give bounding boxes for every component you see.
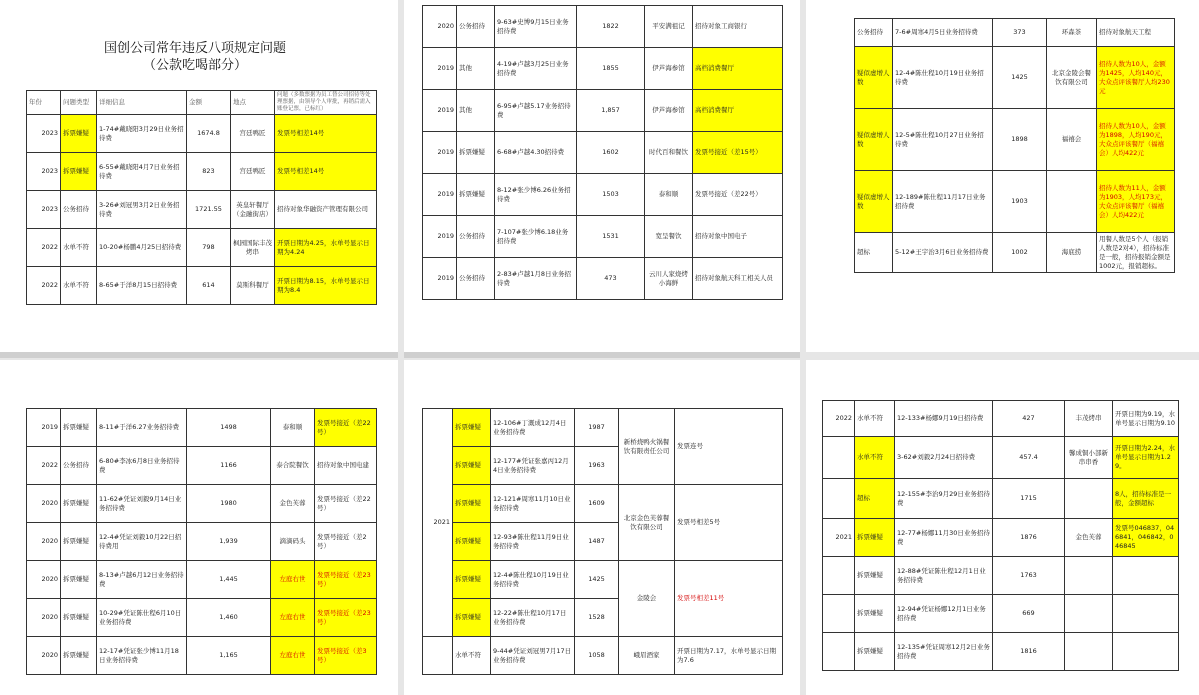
type-cell: 拆票嫌疑	[453, 561, 491, 599]
issue-cell: 8人，招待标准是一般，金额超标	[1113, 479, 1179, 519]
issue-cell: 发票号相差14号	[275, 153, 377, 191]
amount-cell: 1058	[575, 637, 619, 675]
issue-cell: 招待对象航天科工相关人员	[693, 258, 783, 300]
year-cell: 2022	[27, 229, 61, 267]
issue-cell: 高档消费餐厅	[693, 90, 783, 132]
year-cell: 2021	[423, 409, 453, 637]
issue-cell: 开票日期为8.15，水单号显示日期为8.4	[275, 267, 377, 305]
amount-cell: 457.4	[993, 437, 1065, 479]
amount-cell: 1531	[577, 216, 645, 258]
place-cell: 泰合院餐饮	[271, 447, 315, 485]
table-row	[823, 519, 1179, 557]
type-cell: 公务招待	[457, 6, 495, 48]
place-cell: 北京金色芙蓉餐饮有限公司	[619, 485, 675, 561]
amount-cell: 1,165	[187, 637, 271, 675]
issue-cell: 发票号接近（差22号）	[315, 409, 377, 447]
table-row	[823, 633, 1179, 671]
year-cell: 2020	[27, 599, 61, 637]
year-cell: 2020	[27, 561, 61, 599]
table-row	[423, 258, 783, 300]
detail-cell: 12-135#凭证周寒12月2日业务招待费	[895, 633, 993, 671]
document-page-2	[404, 0, 800, 352]
place-cell: 金色芙蓉	[1065, 519, 1113, 557]
table-row	[27, 447, 377, 485]
detail-cell: 7-107#张少博6.18业务招待费	[495, 216, 577, 258]
type-cell: 其他	[457, 48, 495, 90]
place-cell: 福禧会	[1047, 109, 1097, 171]
amount-cell: 823	[187, 153, 231, 191]
amount-cell: 1816	[993, 633, 1065, 671]
detail-cell: 9-44#凭证刘冠男7月17日业务招待费	[491, 637, 575, 675]
detail-cell: 12-155#李治9月29日业务招待费	[895, 479, 993, 519]
title-line-2: （公款吃喝部分）	[142, 58, 247, 73]
detail-cell: 12-22#陈仕程10月17日业务招待费	[491, 599, 575, 637]
type-cell: 拆票嫌疑	[61, 485, 97, 523]
place-cell: 滴滴码头	[271, 523, 315, 561]
table-row	[27, 153, 377, 191]
detail-cell: 4-19#卢越3月25日业务招待费	[495, 48, 577, 90]
detail-cell: 5-12#王宇治3月6日业务招待费	[893, 233, 993, 273]
detail-cell: 12-106#丁溉成12月4日业务招待费	[491, 409, 575, 447]
table-row	[423, 48, 783, 90]
detail-cell: 3-26#刘冠男3月2日业务招待费	[97, 191, 187, 229]
header-place: 地点	[231, 91, 275, 115]
table-row	[823, 437, 1179, 479]
detail-cell: 3-62#刘毅2月24日招待费	[895, 437, 993, 479]
place-cell: 英皇轩餐厅（金融街店）	[231, 191, 275, 229]
detail-cell: 12-133#杨娜9月19日招待费	[895, 401, 993, 437]
divider	[0, 352, 398, 358]
header-issue: 问题（多数票据为员工替公司招待等处理票据，由领导个人审批，再销后需入账登记票，已标红）	[275, 91, 377, 115]
table-row	[423, 216, 783, 258]
amount-cell: 1498	[187, 409, 271, 447]
amount-cell: 427	[993, 401, 1065, 437]
detail-cell: 9-63#史博9月15日业务招待费	[495, 6, 577, 48]
table-row	[27, 115, 377, 153]
header-type: 问题类型	[61, 91, 97, 115]
year-cell: 2020	[27, 485, 61, 523]
amount-cell: 473	[577, 258, 645, 300]
type-cell: 拆票嫌疑	[457, 132, 495, 174]
amount-cell: 669	[993, 595, 1065, 633]
year-cell: 2023	[27, 153, 61, 191]
place-cell	[1065, 595, 1113, 633]
type-cell: 水单不符	[855, 437, 895, 479]
year-cell	[823, 437, 855, 479]
issue-cell: 发票号相差5号	[675, 485, 783, 561]
year-cell: 2020	[423, 6, 457, 48]
table-row	[27, 409, 377, 447]
year-cell	[823, 557, 855, 595]
table-row	[855, 171, 1175, 233]
amount-cell: 1980	[187, 485, 271, 523]
type-cell: 拆票嫌疑	[453, 523, 491, 561]
amount-cell: 1876	[993, 519, 1065, 557]
type-cell: 公务招待	[61, 447, 97, 485]
year-cell: 2019	[423, 132, 457, 174]
issue-cell: 发票号接近（差2号）	[315, 523, 377, 561]
table-row	[823, 479, 1179, 519]
detail-cell: 12-94#凭证杨娜12月1日业务招待费	[895, 595, 993, 633]
table-row	[423, 174, 783, 216]
amount-cell: 373	[993, 19, 1047, 47]
issue-cell: 发票号046837，046841，046842，046845	[1113, 519, 1179, 557]
type-cell: 拆票嫌疑	[61, 637, 97, 675]
type-cell: 水单不符	[855, 401, 895, 437]
issue-cell: 招待对象中国电建	[315, 447, 377, 485]
issue-cell: 开票日期为2.24，水单号显示日期为1.29。	[1113, 437, 1179, 479]
issue-cell: 发票号接近（差22号）	[315, 485, 377, 523]
table-row	[823, 557, 1179, 595]
year-cell: 2020	[27, 637, 61, 675]
place-cell: 金陵会	[619, 561, 675, 637]
issue-cell: 开票日期为7.17，水单号显示日期为7.6	[675, 637, 783, 675]
table-header-row	[27, 91, 377, 115]
table-row	[27, 637, 377, 675]
type-cell: 疑似虚增人数	[855, 171, 893, 233]
table-row	[423, 485, 783, 523]
place-cell: 伊芦海参馆	[645, 90, 693, 132]
place-cell: 宫廷鸭匠	[231, 115, 275, 153]
detail-cell: 12-4#凭证刘毅10月22日招待费用	[97, 523, 187, 561]
amount-cell: 798	[187, 229, 231, 267]
header-detail: 详细信息	[97, 91, 187, 115]
detail-cell: 10-29#凭证陈仕程6月10日业务招待费	[97, 599, 187, 637]
place-cell: 枫园国际丰茂烤串	[231, 229, 275, 267]
table-row	[423, 561, 783, 599]
place-cell: 云川人家烧烤小海鲜	[645, 258, 693, 300]
place-cell	[1065, 633, 1113, 671]
issue-cell: 开票日期为4.25，水单号显示日期为4.24	[275, 229, 377, 267]
document-page-4	[0, 360, 398, 695]
amount-cell: 1763	[993, 557, 1065, 595]
detail-cell: 6-55#戴晓阳4月7日业务招待费	[97, 153, 187, 191]
place-cell: 左庭右世	[271, 637, 315, 675]
year-cell: 2023	[27, 115, 61, 153]
type-cell: 水单不符	[61, 229, 97, 267]
issue-cell: 招待对象航天工程	[1097, 19, 1175, 47]
place-cell: 泰和顺	[645, 174, 693, 216]
detail-cell: 12-88#凭证陈仕程12月1日业务招待费	[895, 557, 993, 595]
place-cell	[1065, 557, 1113, 595]
type-cell: 拆票嫌疑	[855, 557, 895, 595]
detail-cell: 12-4#陈仕程10月19日业务招待费	[893, 47, 993, 109]
table-row	[855, 19, 1175, 47]
type-cell: 拆票嫌疑	[61, 523, 97, 561]
table-row	[27, 191, 377, 229]
violation-table	[26, 90, 377, 305]
detail-cell: 12-4#陈仕程10月19日业务招待费	[491, 561, 575, 599]
detail-cell: 12-77#杨娜11月30日业务招待费	[895, 519, 993, 557]
header-amount: 金额	[187, 91, 231, 115]
issue-cell: 用餐人数是5个人（报销人数是2对4），招待标准是一般，招待报销金额是1002元，报销超标。	[1097, 233, 1175, 273]
place-cell: 金色芙蓉	[271, 485, 315, 523]
year-cell	[823, 595, 855, 633]
amount-cell: 1,939	[187, 523, 271, 561]
table-row	[855, 47, 1175, 109]
header-year: 年份	[27, 91, 61, 115]
year-cell	[423, 637, 453, 675]
place-cell: 新桥烧鸭火锅餐饮有限责任公司	[619, 409, 675, 485]
amount-cell: 1898	[993, 109, 1047, 171]
place-cell: 北京金陵会餐饮有限公司	[1047, 47, 1097, 109]
detail-cell: 8-13#卢越6月12日业务招待费	[97, 561, 187, 599]
place-cell: 伊芦海参馆	[645, 48, 693, 90]
issue-cell: 发票连号	[675, 409, 783, 485]
table-row	[423, 637, 783, 675]
detail-cell: 12-121#周寒11月10日业务招待费	[491, 485, 575, 523]
year-cell: 2022	[27, 447, 61, 485]
issue-cell: 发票号接近（差3号）	[315, 637, 377, 675]
detail-cell: 1-74#戴晓阳3月29日业务招待费	[97, 115, 187, 153]
amount-cell: 1721.55	[187, 191, 231, 229]
year-cell: 2021	[823, 519, 855, 557]
detail-cell: 11-62#凭证刘毅9月14日业务招待费	[97, 485, 187, 523]
type-cell: 拆票嫌疑	[453, 447, 491, 485]
table-row	[27, 561, 377, 599]
violation-table	[822, 400, 1179, 671]
amount-cell: 1674.8	[187, 115, 231, 153]
type-cell: 其他	[457, 90, 495, 132]
issue-cell: 招待人数为11人，金额为1903，人均173元，大众点评该餐厅（福禧会）人均422元	[1097, 171, 1175, 233]
table-row	[27, 599, 377, 637]
amount-cell: 1528	[575, 599, 619, 637]
title-line-1: 国创公司常年违反八项规定问题	[103, 41, 286, 56]
type-cell: 疑似虚增人数	[855, 47, 893, 109]
table-row	[27, 229, 377, 267]
amount-cell: 1425	[993, 47, 1047, 109]
place-cell: 宽呈餐饮	[645, 216, 693, 258]
place-cell	[1065, 479, 1113, 519]
table-row	[423, 90, 783, 132]
amount-cell: 1903	[993, 171, 1047, 233]
table-row	[423, 6, 783, 48]
amount-cell: 1963	[575, 447, 619, 485]
type-cell: 拆票嫌疑	[61, 153, 97, 191]
issue-cell: 发票号接近（差23号）	[315, 599, 377, 637]
year-cell: 2019	[423, 216, 457, 258]
detail-cell: 6-80#李冰6月8日业务招待费	[97, 447, 187, 485]
type-cell: 水单不符	[453, 637, 491, 675]
amount-cell: 1855	[577, 48, 645, 90]
detail-cell: 12-5#陈仕程10月27日业务招待费	[893, 109, 993, 171]
amount-cell: 1602	[577, 132, 645, 174]
type-cell: 拆票嫌疑	[61, 115, 97, 153]
type-cell: 拆票嫌疑	[61, 409, 97, 447]
type-cell: 拆票嫌疑	[61, 561, 97, 599]
violation-table	[422, 408, 783, 675]
table-row	[27, 267, 377, 305]
amount-cell: 1987	[575, 409, 619, 447]
table-row	[27, 523, 377, 561]
type-cell: 拆票嫌疑	[61, 599, 97, 637]
violation-table	[422, 5, 783, 300]
issue-cell: 招待人数为10人，金额为1425，人均140元，大众点评该餐厅人均230元	[1097, 47, 1175, 109]
type-cell: 公务招待	[61, 191, 97, 229]
detail-cell: 7-6#周寒4月5日业务招待费	[893, 19, 993, 47]
type-cell: 拆票嫌疑	[453, 409, 491, 447]
table-row	[27, 485, 377, 523]
amount-cell: 1,460	[187, 599, 271, 637]
amount-cell: 1166	[187, 447, 271, 485]
place-cell: 峨眉酒家	[619, 637, 675, 675]
year-cell: 2019	[423, 174, 457, 216]
issue-cell: 发票号相差11号	[675, 561, 783, 637]
place-cell: 莫斯科餐厅	[231, 267, 275, 305]
issue-cell: 高档消费餐厅	[693, 48, 783, 90]
type-cell: 拆票嫌疑	[855, 633, 895, 671]
year-cell	[823, 633, 855, 671]
amount-cell: 1503	[577, 174, 645, 216]
detail-cell: 10-20#杨鹏4月25日招待费	[97, 229, 187, 267]
year-cell: 2022	[27, 267, 61, 305]
amount-cell: 1487	[575, 523, 619, 561]
detail-cell: 8-12#张少博6.26业务招待费	[495, 174, 577, 216]
amount-cell: 1822	[577, 6, 645, 48]
year-cell	[823, 479, 855, 519]
amount-cell: 1425	[575, 561, 619, 599]
document-page-5	[404, 360, 800, 695]
place-cell: 左庭右世	[271, 599, 315, 637]
violation-table	[854, 18, 1175, 273]
document-title	[80, 40, 310, 74]
place-cell: 平安满祖记	[645, 6, 693, 48]
place-cell: 左庭右世	[271, 561, 315, 599]
detail-cell: 8-65#于洋8月15日招待费	[97, 267, 187, 305]
type-cell: 水单不符	[61, 267, 97, 305]
issue-cell: 招待对象华融资产管理有限公司	[275, 191, 377, 229]
type-cell: 拆票嫌疑	[457, 174, 495, 216]
detail-cell: 2-83#卢越1月8日业务招待费	[495, 258, 577, 300]
year-cell: 2023	[27, 191, 61, 229]
place-cell: 泰和顺	[271, 409, 315, 447]
amount-cell: 1,857	[577, 90, 645, 132]
year-cell: 2019	[27, 409, 61, 447]
table-row	[423, 132, 783, 174]
year-cell: 2019	[423, 48, 457, 90]
issue-cell: 发票号接近（差23号）	[315, 561, 377, 599]
document-page-6	[806, 360, 1199, 695]
issue-cell	[1113, 633, 1179, 671]
violation-table	[26, 408, 377, 675]
amount-cell: 614	[187, 267, 231, 305]
year-cell: 2022	[823, 401, 855, 437]
type-cell: 拆票嫌疑	[855, 595, 895, 633]
table-row	[423, 409, 783, 447]
type-cell: 拆票嫌疑	[855, 519, 895, 557]
amount-cell: 1002	[993, 233, 1047, 273]
amount-cell: 1715	[993, 479, 1065, 519]
type-cell: 超标	[855, 479, 895, 519]
detail-cell: 12-189#陈仕程11月17日业务招待费	[893, 171, 993, 233]
issue-cell	[1113, 557, 1179, 595]
issue-cell: 发票号接近（差22号）	[693, 174, 783, 216]
place-cell: 环森茶	[1047, 19, 1097, 47]
table-row	[855, 109, 1175, 171]
document-page-1	[0, 0, 398, 352]
issue-cell	[1113, 595, 1179, 633]
document-page-3	[806, 0, 1199, 352]
type-cell: 疑似虚增人数	[855, 109, 893, 171]
detail-cell: 6-68#卢越4.30招待费	[495, 132, 577, 174]
year-cell: 2019	[423, 258, 457, 300]
issue-cell: 发票号接近（差15号）	[693, 132, 783, 174]
issue-cell: 招待对象中国电子	[693, 216, 783, 258]
detail-cell: 8-11#于洋6.27业务招待费	[97, 409, 187, 447]
issue-cell: 开票日期为9.19，水单号显示日期为9.10	[1113, 401, 1179, 437]
type-cell: 公务招待	[457, 258, 495, 300]
table-row	[855, 233, 1175, 273]
issue-cell: 招待人数为10人，金额为1898，人均190元，大众点评该餐厅（福禧会）人均422元	[1097, 109, 1175, 171]
place-cell: 时代百和餐饮	[645, 132, 693, 174]
type-cell: 公务招待	[457, 216, 495, 258]
type-cell: 拆票嫌疑	[453, 599, 491, 637]
detail-cell: 12-17#凭证张少博11月18日业务招待费	[97, 637, 187, 675]
amount-cell: 1,445	[187, 561, 271, 599]
detail-cell: 6-95#卢越5.17业务招待费	[495, 90, 577, 132]
detail-cell: 12-177#凭证张嘉丙12月4日业务招待费	[491, 447, 575, 485]
place-cell: 丰茂烤串	[1065, 401, 1113, 437]
detail-cell: 12-93#陈仕程11月9日业务招待费	[491, 523, 575, 561]
issue-cell: 招待对象工商银行	[693, 6, 783, 48]
table-row	[823, 595, 1179, 633]
type-cell: 超标	[855, 233, 893, 273]
divider	[404, 352, 800, 358]
place-cell	[1047, 171, 1097, 233]
place-cell: 宫廷鸭匠	[231, 153, 275, 191]
amount-cell: 1609	[575, 485, 619, 523]
type-cell: 公务招待	[855, 19, 893, 47]
table-row	[823, 401, 1179, 437]
place-cell: 馨成铜小部新串串香	[1065, 437, 1113, 479]
year-cell: 2020	[27, 523, 61, 561]
year-cell: 2019	[423, 90, 457, 132]
issue-cell: 发票号相差14号	[275, 115, 377, 153]
place-cell: 海底捞	[1047, 233, 1097, 273]
type-cell: 拆票嫌疑	[453, 485, 491, 523]
